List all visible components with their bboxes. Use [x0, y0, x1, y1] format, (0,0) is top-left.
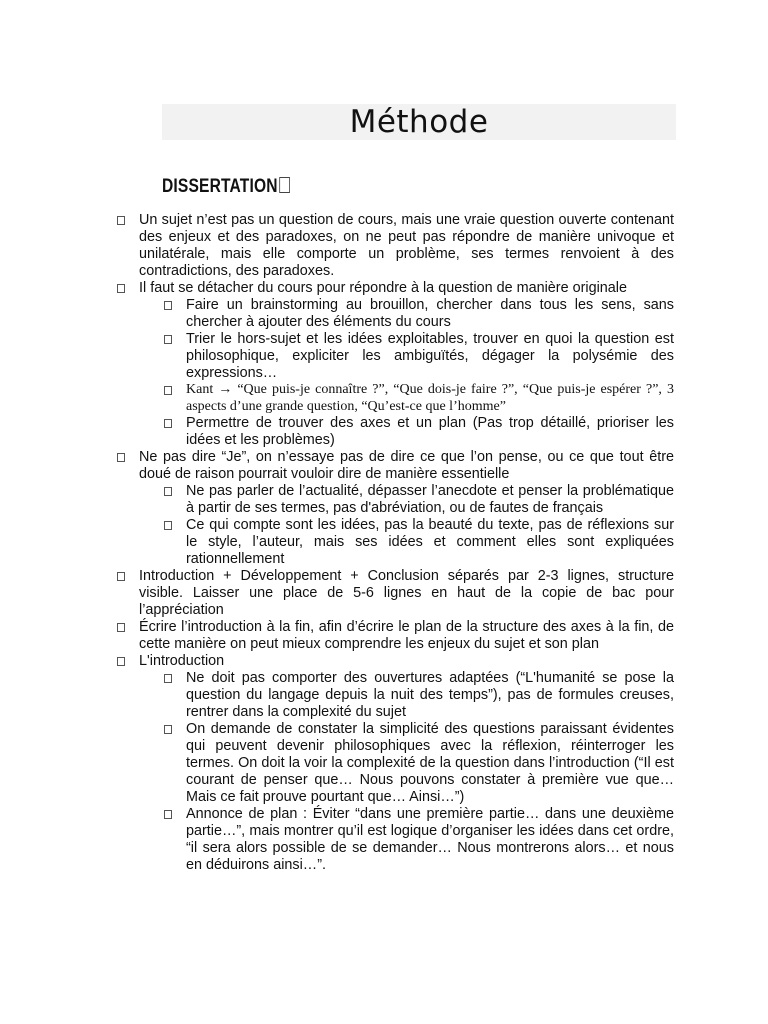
bullet-item [0, 212, 674, 280]
bullet-text: Trier le hors-sujet et les idées exploitables, trouver en quoi la question est philosophique, expliciter les ambiguïtés, dégager la polysémie des expressions… [186, 331, 674, 381]
sub-bullet-item [0, 806, 674, 874]
missing-glyph-bullet-icon [117, 657, 125, 666]
missing-glyph-bullet-icon [164, 674, 172, 683]
bullet-text: Un sujet n’est pas un question de cours, mais une vraie question ouverte contenant des enjeux et des paradoxes, on ne peut pas répondre de manière univoque et unilatérale, mais elle comporte un problème, ses termes renvoient à des contradictions, des paradoxes. [139, 212, 674, 279]
section-heading-text: DISSERTATION [162, 176, 278, 197]
bullet-text: Ce qui compte sont les idées, pas la beauté du texte, pas de réflexions sur le style, l’auteur, mais ses idées et comment elles sont expliquées rationnellement [186, 517, 674, 567]
missing-glyph-bullet-icon [117, 284, 125, 293]
bullet-text: Permettre de trouver des axes et un plan (Pas trop détaillé, prioriser les idées et les problèmes) [186, 415, 674, 448]
sub-bullet-item [0, 415, 674, 449]
sub-bullet-item [0, 297, 674, 331]
sub-bullet-item [0, 382, 674, 415]
missing-glyph-bullet-icon [164, 810, 172, 819]
bullet-item [0, 449, 674, 483]
bullet-text: Il faut se détacher du cours pour répondre à la question de manière originale [139, 280, 627, 296]
sub-bullet-item [0, 483, 674, 517]
bullet-text: On demande de constater la simplicité des questions paraissant évidentes qui peuvent devenir philosophiques avec la réflexion, réinterroger les termes. On doit la voir la complexité de la question dans l’introduction (“Il est courant de penser que… Nous pouvons constater à première vue que… Mais ce fait prouve pourtant que… Ainsi…”) [186, 721, 674, 805]
section-heading [162, 176, 290, 198]
sub-bullet-item [0, 670, 674, 721]
missing-glyph-bullet-icon [117, 216, 125, 225]
page-title: Méthode [349, 104, 489, 140]
document-body [0, 212, 768, 874]
missing-glyph-bullet-icon [117, 572, 125, 581]
bullet-text: Introduction + Développement + Conclusion séparés par 2-3 lignes, structure visible. Laisser une place de 5-6 lignes en haut de la copie de bac pour l’appréciation [139, 568, 674, 618]
bullet-text: Kant → “Que puis-je connaître ?”, “Que dois-je faire ?”, “Que puis-je espérer ?”, 3 aspects d’une grande question, “Qu’est-ce que l’homme” [186, 382, 674, 414]
missing-glyph-bullet-icon [164, 335, 172, 344]
missing-glyph-bullet-icon [164, 521, 172, 530]
bullet-text: Écrire l’introduction à la fin, afin d’écrire le plan de la structure des axes à la fin, de cette manière on peut mieux comprendre les enjeux du sujet et son plan [139, 619, 674, 652]
missing-glyph-bullet-icon [164, 386, 172, 395]
bullet-text: Ne pas parler de l’actualité, dépasser l’anecdote et penser la problématique à partir de ses termes, pas d'abréviation, ou de fautes de français [186, 483, 674, 516]
missing-glyph-bullet-icon [164, 301, 172, 310]
missing-glyph-bullet-icon [164, 725, 172, 734]
bullet-item [0, 619, 674, 653]
missing-glyph-bullet-icon [117, 623, 125, 632]
bullet-item [0, 653, 674, 670]
sub-bullet-item [0, 517, 674, 568]
bullet-text: L'introduction [139, 653, 225, 669]
bullet-text: Ne pas dire “Je”, on n’essaye pas de dire ce que l’on pense, ou ce que tout être doué de raison pourrait vouloir dire de manière essentielle [139, 449, 674, 482]
missing-glyph-bullet-icon [117, 453, 125, 462]
bullet-text: Faire un brainstorming au brouillon, chercher dans tous les sens, sans chercher à ajouter des éléments du cours [186, 297, 674, 330]
sub-bullet-item [0, 331, 674, 382]
bullet-text: Ne doit pas comporter des ouvertures adaptées (“L'humanité se pose la question du langage depuis la nuit des temps”), pas de formules creuses, rentrer dans la complexité du sujet [186, 670, 674, 720]
bullet-item [0, 280, 674, 297]
bullet-item [0, 568, 674, 619]
missing-glyph-bullet-icon [164, 419, 172, 428]
sub-bullet-item [0, 721, 674, 806]
missing-glyph-box-icon [279, 177, 290, 193]
missing-glyph-bullet-icon [164, 487, 172, 496]
bullet-text: Annonce de plan : Éviter “dans une première partie… dans une deuxième partie…”, mais montrer qu’il est logique d’organiser les idées dans cet ordre, “il sera alors possible de se demander… Nous montrerons alors… et nous en déduirons ainsi…”. [186, 806, 674, 873]
